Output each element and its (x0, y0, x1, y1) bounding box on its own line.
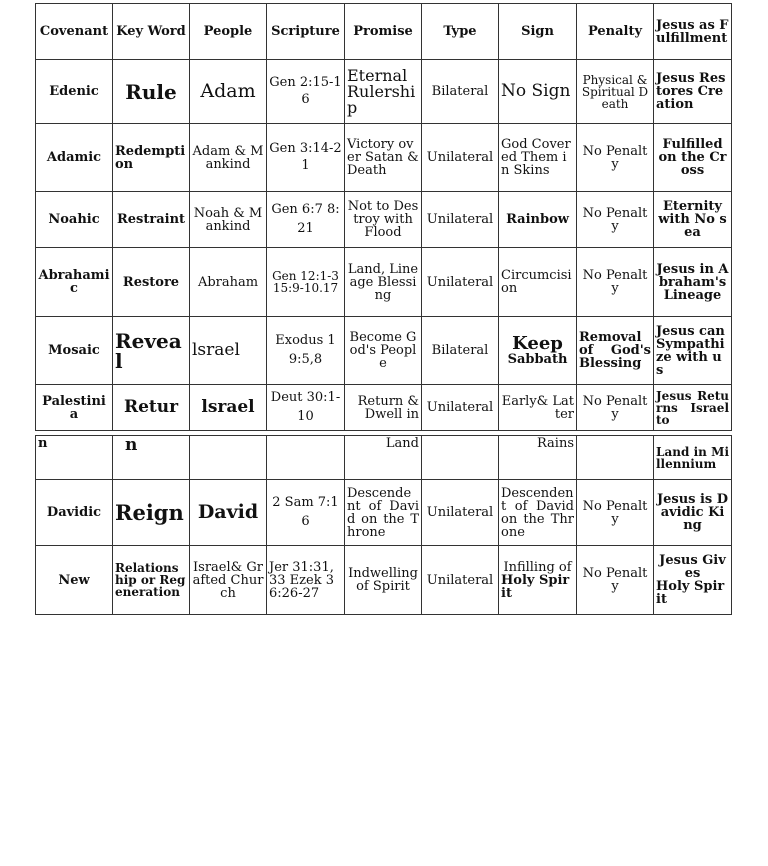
keyword-cell: Relationship or Regeneration (113, 546, 190, 615)
scripture-cell: Gen 3:14-21 (267, 124, 345, 192)
promise-cell: Land, Lineage Blessing (345, 248, 422, 317)
covenant-cell: Abrahamic (36, 248, 113, 317)
header-covenant: Covenant (36, 4, 113, 60)
sign-cell: God Covered Them in Skins (499, 124, 577, 192)
covenant-cell: Mosaic (36, 317, 113, 385)
type-cell: Unilateral (422, 192, 499, 248)
scripture-cell: Gen 2:15-16 (267, 60, 345, 124)
sign-main: Keep (512, 333, 563, 354)
penalty-cell: No Penalty (577, 546, 654, 615)
type-cell: Bilateral (422, 60, 499, 124)
promise-cell: Indwelling of Spirit (345, 546, 422, 615)
header-sign: Sign (499, 4, 577, 60)
sign-cell: Rainbow (499, 192, 577, 248)
covenant-cell: Edenic (36, 60, 113, 124)
covenant-cell: Davidic (36, 480, 113, 546)
scripture-cell: Gen 6:7 8:21 (267, 192, 345, 248)
scripture-cell: Deut 30:1-10 (267, 385, 345, 431)
keyword-cell: Restore (113, 248, 190, 317)
jesus-line-1: Jesus Gives (659, 553, 726, 581)
covenant-table-bottom (35, 435, 732, 615)
promise-cell: Not to Destroy with Flood (345, 192, 422, 248)
jesus-cell: Eternity with No sea (654, 192, 732, 248)
header-scripture: Scripture (267, 4, 345, 60)
header-type: Type (422, 4, 499, 60)
people-cell: Noah & Mankind (190, 192, 267, 248)
covenant-cell: Adamic (36, 124, 113, 192)
penalty-cell: No Penalty (577, 480, 654, 546)
promise-cell: Victory over Satan &Death (345, 124, 422, 192)
promise-cell: Descendent of David on the Throne (345, 480, 422, 546)
scripture-cell: Jer 31:31,33 Ezek 36:26-27 (267, 546, 345, 615)
penalty-cell (577, 436, 654, 480)
sign-cell: Early& Latter (499, 385, 577, 431)
table-row (36, 192, 732, 248)
penalty-cell: No Penalty (577, 385, 654, 431)
table-row (36, 124, 732, 192)
header-jesus: Jesus as Fulfillment (654, 4, 732, 60)
jesus-cell: Jesus can Sympathize with us (654, 317, 732, 385)
jesus-cell: Land in Millennium (654, 436, 732, 480)
promise-cell: Become God's People (345, 317, 422, 385)
table-row (36, 60, 732, 124)
penalty-cell: No Penalty (577, 124, 654, 192)
people-cell: Israel& Grafted Church (190, 546, 267, 615)
people-cell (190, 436, 267, 480)
type-cell: Unilateral (422, 124, 499, 192)
promise-cell: Land (345, 436, 422, 480)
header-row (36, 4, 732, 60)
keyword-cell: Reveal (113, 317, 190, 385)
sign-bold: Holy Spirit (501, 572, 570, 601)
table-row (36, 385, 732, 431)
penalty-cell: No Penalty (577, 248, 654, 317)
keyword-cell: Redemption (113, 124, 190, 192)
jesus-cell: Jesus Restores Creation (654, 60, 732, 124)
people-cell: lsrael (190, 317, 267, 385)
jesus-cell (654, 546, 732, 615)
keyword-cell: n (113, 436, 190, 480)
people-cell: Adam & Mankind (190, 124, 267, 192)
table-row (36, 317, 732, 385)
header-people: People (190, 4, 267, 60)
keyword-cell: Restraint (113, 192, 190, 248)
covenant-cell: Palestinia (36, 385, 113, 431)
sign-cell: Rains (499, 436, 577, 480)
table-row (36, 480, 732, 546)
keyword-cell: Retur (113, 385, 190, 431)
scripture-cell: 2 Sam 7:16 (267, 480, 345, 546)
table-row (36, 546, 732, 615)
jesus-cell: Fulfilled on the Cross (654, 124, 732, 192)
sign-cell: Descendent of David on the Throne (499, 480, 577, 546)
sign-cell (499, 546, 577, 615)
covenant-cell: Noahic (36, 192, 113, 248)
header-promise: Promise (345, 4, 422, 60)
type-cell: Unilateral (422, 385, 499, 431)
sign-cell (499, 317, 577, 385)
table-row (36, 248, 732, 317)
jesus-line-2: Holy Spirit (656, 579, 725, 607)
type-cell: Bilateral (422, 317, 499, 385)
penalty-cell: Removal of God's Blessing (577, 317, 654, 385)
header-penalty: Penalty (577, 4, 654, 60)
scripture-cell: Gen 12:1-3 15:9-10.17 (267, 248, 345, 317)
people-cell: David (190, 480, 267, 546)
people-cell: lsrael (190, 385, 267, 431)
jesus-cell: Jesus is Davidic King (654, 480, 732, 546)
people-cell: Abraham (190, 248, 267, 317)
scripture-cell: Exodus 19:5,8 (267, 317, 345, 385)
table-row (36, 436, 732, 480)
type-cell: Unilateral (422, 248, 499, 317)
covenant-table-top (35, 3, 732, 431)
scripture-cell (267, 436, 345, 480)
sign-cell: Circumcision (499, 248, 577, 317)
promise-cell: Eternal Rulership (345, 60, 422, 124)
sign-pre: Infilling of (503, 559, 572, 575)
covenant-cell: n (36, 436, 113, 480)
type-cell: Unilateral (422, 546, 499, 615)
penalty-cell: Physical & Spiritual Death (577, 60, 654, 124)
promise-cell: Return & Dwell in (345, 385, 422, 431)
keyword-cell: Reign (113, 480, 190, 546)
keyword-cell: Rule (113, 60, 190, 124)
jesus-cell: Jesus in Abraham's Lineage (654, 248, 732, 317)
type-cell: Unilateral (422, 480, 499, 546)
sign-cell: No Sign (499, 60, 577, 124)
people-cell: Adam (190, 60, 267, 124)
covenant-cell: New (36, 546, 113, 615)
penalty-cell: No Penalty (577, 192, 654, 248)
sign-sub: Sabbath (507, 352, 568, 367)
type-cell (422, 436, 499, 480)
header-key-word: Key Word (113, 4, 190, 60)
jesus-cell: Jesus Returns Israel to (654, 385, 732, 431)
